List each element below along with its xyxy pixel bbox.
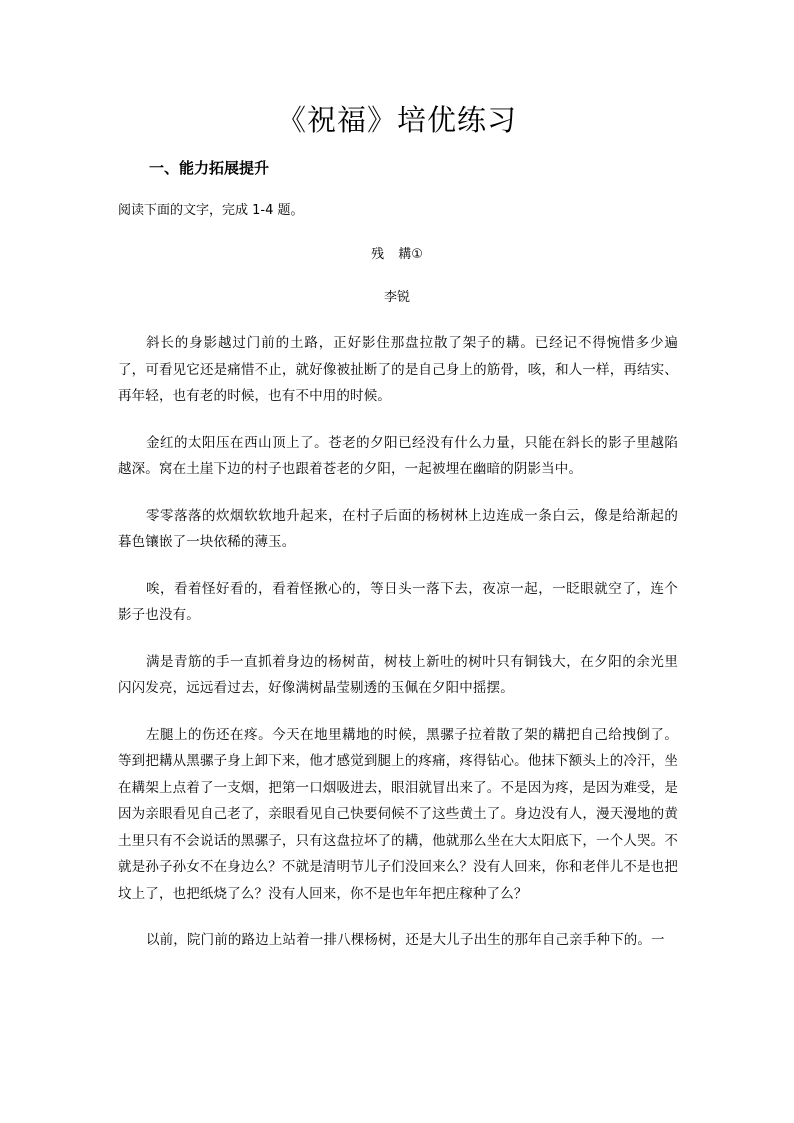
paragraph-2: 金红的太阳压在西山顶上了。苍老的夕阳已经没有什么力量，只能在斜长的影子里越陷越深。窝在土崖下边的村子也跟着苍老的夕阳，一起被埋在幽暗的阴影当中。 <box>118 434 678 477</box>
story-body <box>118 330 678 974</box>
section-heading: 一、能力拓展提升 <box>149 159 270 177</box>
paragraph-4: 唉，看着怪好看的，看着怪揪心的，等日头一落下去，夜凉一起，一眨眼就空了，连个影子也没有。 <box>118 580 678 623</box>
paragraph-3: 零零落落的炊烟软软地升起来，在村子后面的杨树林上边连成一条白云，像是给渐起的暮色镶嵌了一块依稀的薄玉。 <box>118 507 678 550</box>
document-title: 《祝福》培优练习 <box>276 103 517 137</box>
story-author: 李锐 <box>383 290 410 305</box>
paragraph-7: 以前，院门前的路边上站着一排八棵杨树，还是大儿子出生的那年自己亲手种下的。一 <box>146 932 665 948</box>
story-title: 残 耩① <box>371 247 423 262</box>
reading-instruction: 阅读下面的文字，完成 1-4 题。 <box>118 203 304 218</box>
paragraph-1: 斜长的身影越过门前的土路，正好影住那盘拉散了架子的耩。已经记不得惋惜多少遍了，可看见它还是痛惜不止，就好像被扯断了的是自己身上的筋骨，咳，和人一样，再结实、再年轻，也有老的时候，也有不中用的时候。 <box>118 335 678 404</box>
paragraph-6: 左腿上的伤还在疼。今天在地里耩地的时候，黑骡子拉着散了架的耩把自己给拽倒了。等到把耩从黑骡子身上卸下来，他才感觉到腿上的疼痛，疼得钻心。他抹下额头上的冷汗，坐在耩架上点着了一支烟，把第一口烟吸进去，眼泪就冒出来了。不是因为疼，是因为难受，是因为亲眼看见自己老了，亲眼看见自己快要伺候不了这些黄土了。身边没有人，漫天漫地的黄土里只有不会说话的黑骡子，只有这盘拉坏了的耩，他就那么坐在大太阳底下，一个人哭。不就是孙子孙女不在身边么？不就是清明节儿子们没回来么？没有人回来，你和老伴儿不是也把坟上了，也把纸烧了么？没有人回来，你不是也年年把庄稼种了么？ <box>118 726 678 902</box>
paragraph-5: 满是青筋的手一直抓着身边的杨树苗，树枝上新吐的树叶只有铜钱大，在夕阳的余光里闪闪发亮，远远看过去，好像满树晶莹剔透的玉佩在夕阳中摇摆。 <box>118 653 678 696</box>
